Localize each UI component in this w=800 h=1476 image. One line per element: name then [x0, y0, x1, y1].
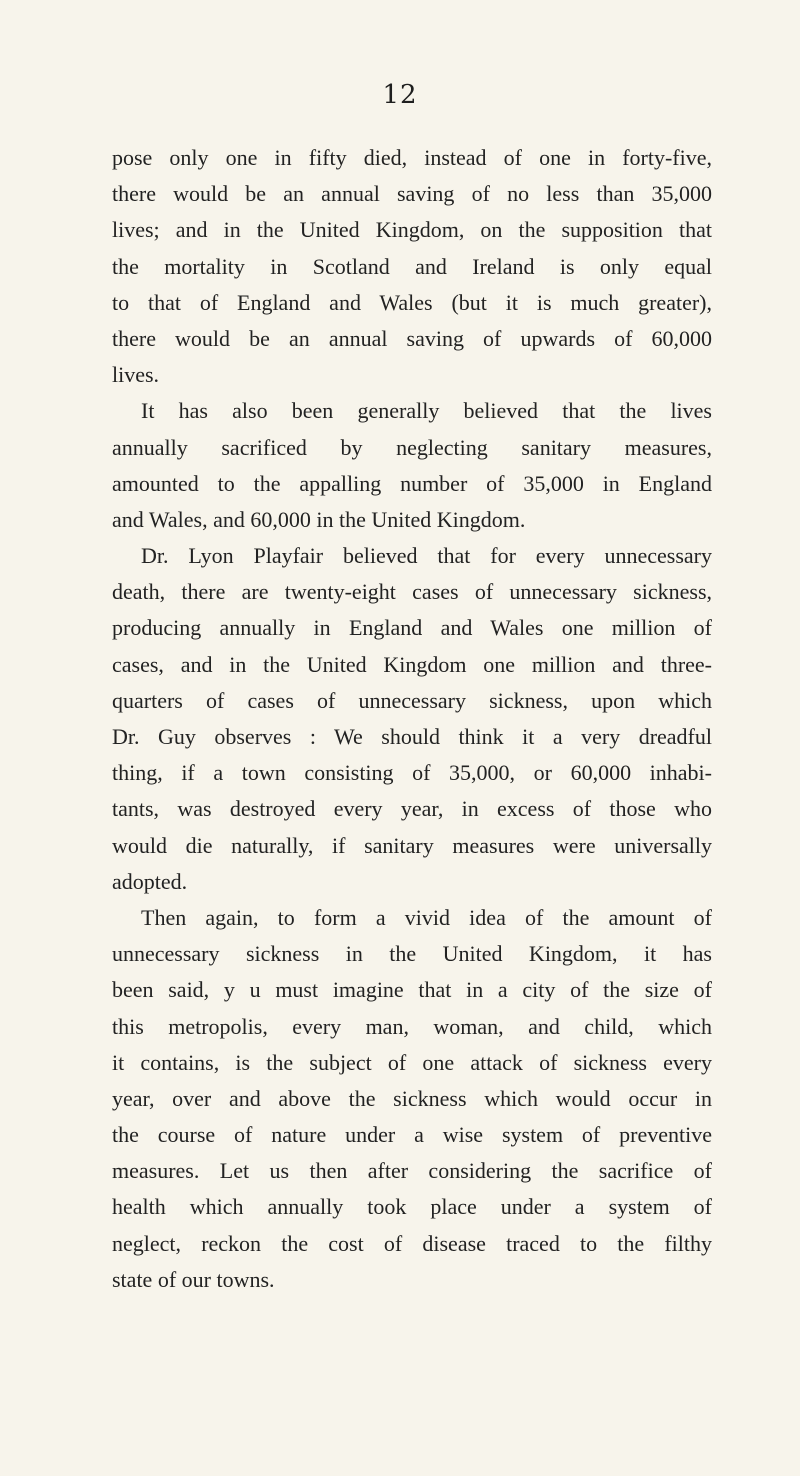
- text-line: unnecessary sickness in the United Kingdom, it has: [112, 941, 712, 967]
- text-line: it contains, is the subject of one attack of sickness every: [112, 1049, 712, 1075]
- text-line: there would be an annual saving of upwards of 60,000: [112, 325, 712, 351]
- text-line: death, there are twenty-eight cases of unnecessary sickness,: [112, 579, 712, 605]
- text-line: lives; and in the United Kingdom, on the supposition that: [112, 217, 712, 243]
- text-line: annually sacrificed by neglecting sanitary measures,: [112, 434, 712, 460]
- text-line: year, over and above the sickness which would occur in: [112, 1085, 712, 1111]
- text-line: been said, y u must imagine that in a city of the size of: [112, 977, 712, 1003]
- text-line: adopted.: [112, 868, 188, 894]
- text-line: state of our towns.: [112, 1266, 275, 1292]
- text-line: neglect, reckon the cost of disease traced to the filthy: [112, 1230, 712, 1256]
- text-line: this metropolis, every man, woman, and child, which: [112, 1013, 712, 1039]
- text-line: pose only one in fifty died, instead of one in forty-five,: [112, 145, 712, 170]
- text-line: Dr. Lyon Playfair believed that for every unnecessary: [141, 543, 712, 569]
- text-line: to that of England and Wales (but it is much greater),: [112, 289, 712, 315]
- text-line: amounted to the appalling number of 35,000 in England: [112, 470, 712, 496]
- text-line: and Wales, and 60,000 in the United Kingdom.: [112, 506, 526, 532]
- text-line: the course of nature under a wise system of preventive: [112, 1122, 712, 1148]
- text-line: there would be an annual saving of no less than 35,000: [112, 181, 712, 207]
- text-line: the mortality in Scotland and Ireland is only equal: [112, 253, 712, 279]
- text-line: measures. Let us then after considering the sacrifice of: [112, 1158, 712, 1184]
- text-line: lives.: [112, 362, 160, 388]
- text-line: Dr. Guy observes : We should think it a very dreadful: [112, 724, 712, 749]
- text-line: health which annually took place under a system of: [112, 1194, 712, 1220]
- text-line: cases, and in the United Kingdom one million and three-: [112, 651, 712, 677]
- text-line: producing annually in England and Wales one million of: [112, 615, 712, 641]
- text-line: It has also been generally believed that the lives: [141, 398, 712, 424]
- text-line: tants, was destroyed every year, in excess of those who: [112, 796, 712, 822]
- text-line: quarters of cases of unnecessary sickness, upon which: [112, 687, 712, 713]
- page-number: 12: [382, 80, 418, 110]
- body-text: [112, 140, 712, 1298]
- text-line: thing, if a town consisting of 35,000, or 60,000 inhabi-: [112, 760, 712, 786]
- text-line: Then again, to form a vivid idea of the amount of: [141, 904, 712, 930]
- text-line: would die naturally, if sanitary measures were universally: [112, 832, 712, 858]
